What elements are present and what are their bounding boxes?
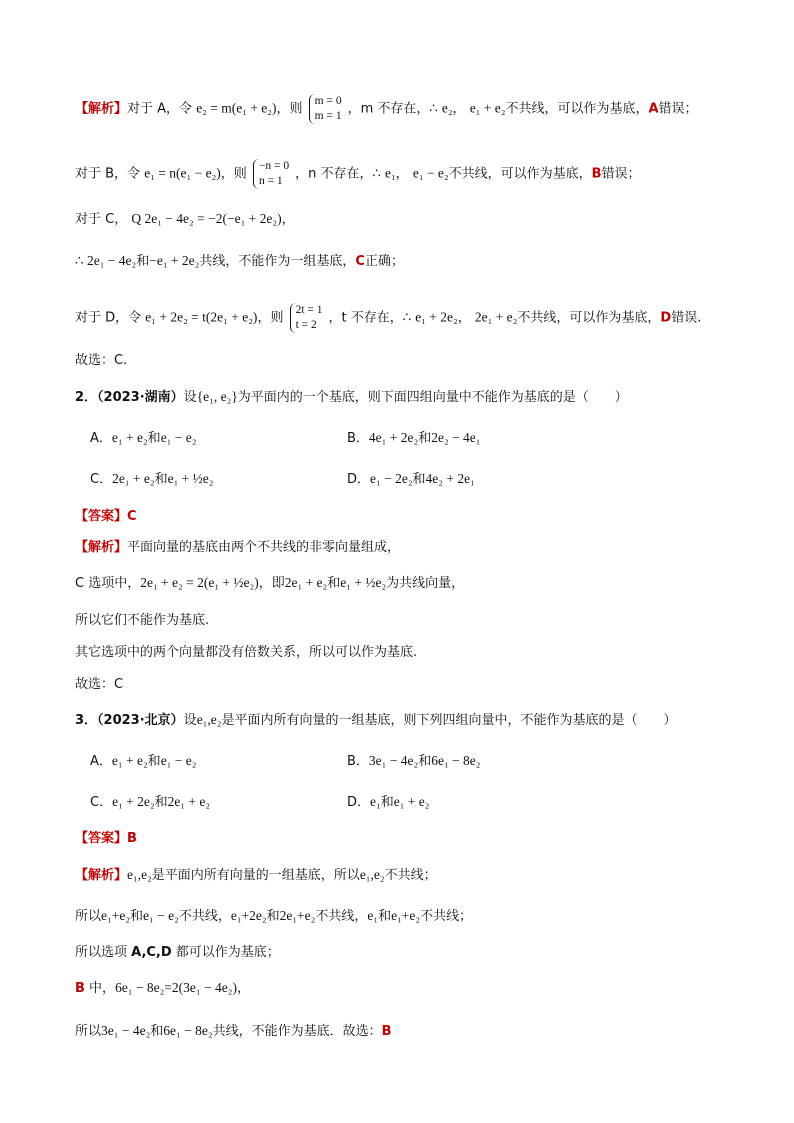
equation-system: 2t = 1 t = 2 [290,303,327,333]
q2-analysis-line4: 其它选项中的两个向量都没有倍数关系，所以可以作为基底. [75,645,418,660]
analysis-label: 【解析】 [75,101,128,117]
analysis-q1-answer: 故选：C. [75,353,128,368]
equation-system: −n = 0 n = 1 [253,159,293,189]
analysis-label: 【解析】 [75,868,128,883]
answer-value: B [127,831,137,846]
option-letter: A [648,101,659,117]
text: ， [457,310,471,326]
q2-option-c[interactable]: C．2e₁ + e₂和e₁ + ½e₂ [90,471,214,487]
text: 错误； [658,101,698,117]
question-3-stem [75,711,754,730]
option-letter: B [591,166,602,182]
answer-value: C [127,509,137,524]
q3-analysis-line4: B 中，6e₁ − 8e₂=2(3e₁ − 4e₂)， [75,980,250,996]
question-number: 3． [75,713,98,728]
question-source: （2023·北京） [97,713,184,728]
vector: 2e₁ + e₂ [474,309,518,325]
text: 设 [183,390,197,405]
analysis-q1-line-d [75,303,754,333]
vector: e₁ − e₂ [412,165,449,181]
text: 对于 C， [75,212,128,227]
analysis-label: 【解析】 [75,540,128,555]
q2-answer-line [75,508,754,526]
text: 对于 D，令 [75,310,142,326]
equation: e₁ + 2e₂ = t(2e₁ + e₂) [145,309,258,325]
text: 和 [136,254,150,269]
analysis-q1-line-c2 [75,252,754,271]
q2-analysis-line2: C 选项中，2e₁ + e₂ = 2(e₁ + ½e₂)，即2e₁ + e₂和e₁ + ½e₂为共线向量， [75,575,465,591]
text: 平面向量的基底由两个不共线的非零向量组成， [127,540,401,555]
question-number: 2． [75,390,98,405]
text: ，m 不存在，∴ [347,101,438,117]
q2-option-d[interactable]: D．e₁ − 2e₂和4e₂ + 2e₁ [347,471,475,487]
option-letter: D [660,310,672,326]
text: 是平面内所有向量的一组基底，则下列四组向量中，不能作为基底的是（ ） [221,713,677,728]
q3-option-c[interactable]: C．e₁ + 2e₂和2e₁ + e₂ [90,794,211,810]
equation: e₂ = m(e₁ + e₂) [196,100,277,116]
analysis-q1-line-a [75,94,754,124]
text: ， [452,101,466,117]
text: 错误. [671,310,702,326]
text: 不共线，可以作为基底， [505,101,649,117]
analysis-q1-line-b [75,159,754,189]
text: ， [395,166,409,182]
q3-analysis-line2: 所以e₁+e₂和e₁ − e₂不共线，e₁+2e₂和2e₁+e₂不共线，e₁和e₁+e₂不共线； [75,908,473,924]
question-source: （2023·湖南） [97,390,184,405]
text: 对于 B，令 [75,166,141,182]
q2-analysis-line1 [75,539,754,557]
vector-expression: −e₁ + 2e₂ [149,253,200,268]
q3-option-d[interactable]: D．e₁和e₁ + e₂ [347,794,430,810]
vectors: e₁,e₂ [196,712,222,727]
q2-option-b[interactable]: B．4e₁ + 2e₂和2e₂ − 4e₁ [347,430,481,446]
vector: e₁ [384,165,396,181]
q3-analysis-line5: 所以3e₁ − 4e₂和6e₁ − 8e₂共线，不能作为基底．故选：B [75,1023,392,1039]
answer-label: 【答案】 [75,509,128,524]
question-2-stem [75,388,754,407]
equation: Q 2e₁ − 4e₂ = −2(−e₁ + 2e₂) [131,211,282,226]
q2-analysis-line3: 所以它们不能作为基底. [75,613,210,628]
text: ，则 [257,310,284,326]
q3-answer-line [75,830,754,848]
text: 正确； [364,254,404,269]
vector: e₁ + e₂ [469,100,506,116]
equation-system: m = 0 m = 1 [309,94,346,124]
option-letter: C [355,254,365,269]
q2-final-answer: 故选：C [75,677,124,692]
text: ，n 不存在，∴ [295,166,381,182]
text: 共线，不能作为一组基底， [199,254,356,269]
analysis-q1-line-c1 [75,210,754,229]
text: ，则 [276,101,303,117]
text: ，则 [220,166,247,182]
answer-label: 【答案】 [75,831,128,846]
text: ， [281,212,295,227]
text: 错误； [601,166,641,182]
text: 不共线，可以作为基底， [517,310,661,326]
text: 对于 A，令 [127,101,193,117]
text: ，t 不存在，∴ [328,310,412,326]
text: 不共线，可以作为基底， [448,166,592,182]
vector-expression: ∴ 2e₁ − 4e₂ [75,253,137,268]
vector: e₁ + 2e₂ [415,309,458,325]
text: 设 [183,713,197,728]
q3-analysis-line1: 【解析】e₁,e₂是平面内所有向量的一组基底，所以e₁,e₂不共线； [75,867,437,883]
q3-analysis-line3: 所以选项 A,C,D 都可以作为基底； [75,945,280,960]
vector: e₂ [441,100,453,116]
q3-option-b[interactable]: B．3e₁ − 4e₂和6e₁ − 8e₂ [347,753,481,769]
text: 为平面内的一个基底，则下面四组向量中不能作为基底的是（ ） [237,390,628,405]
q3-option-a[interactable]: A．e₁ + e₂和e₁ − e₂ [90,753,197,769]
basis-set: {e₁, e₂} [196,389,238,404]
q2-option-a[interactable]: A．e₁ + e₂和e₁ − e₂ [90,430,197,446]
equation: e₁ = n(e₁ − e₂) [144,165,221,181]
